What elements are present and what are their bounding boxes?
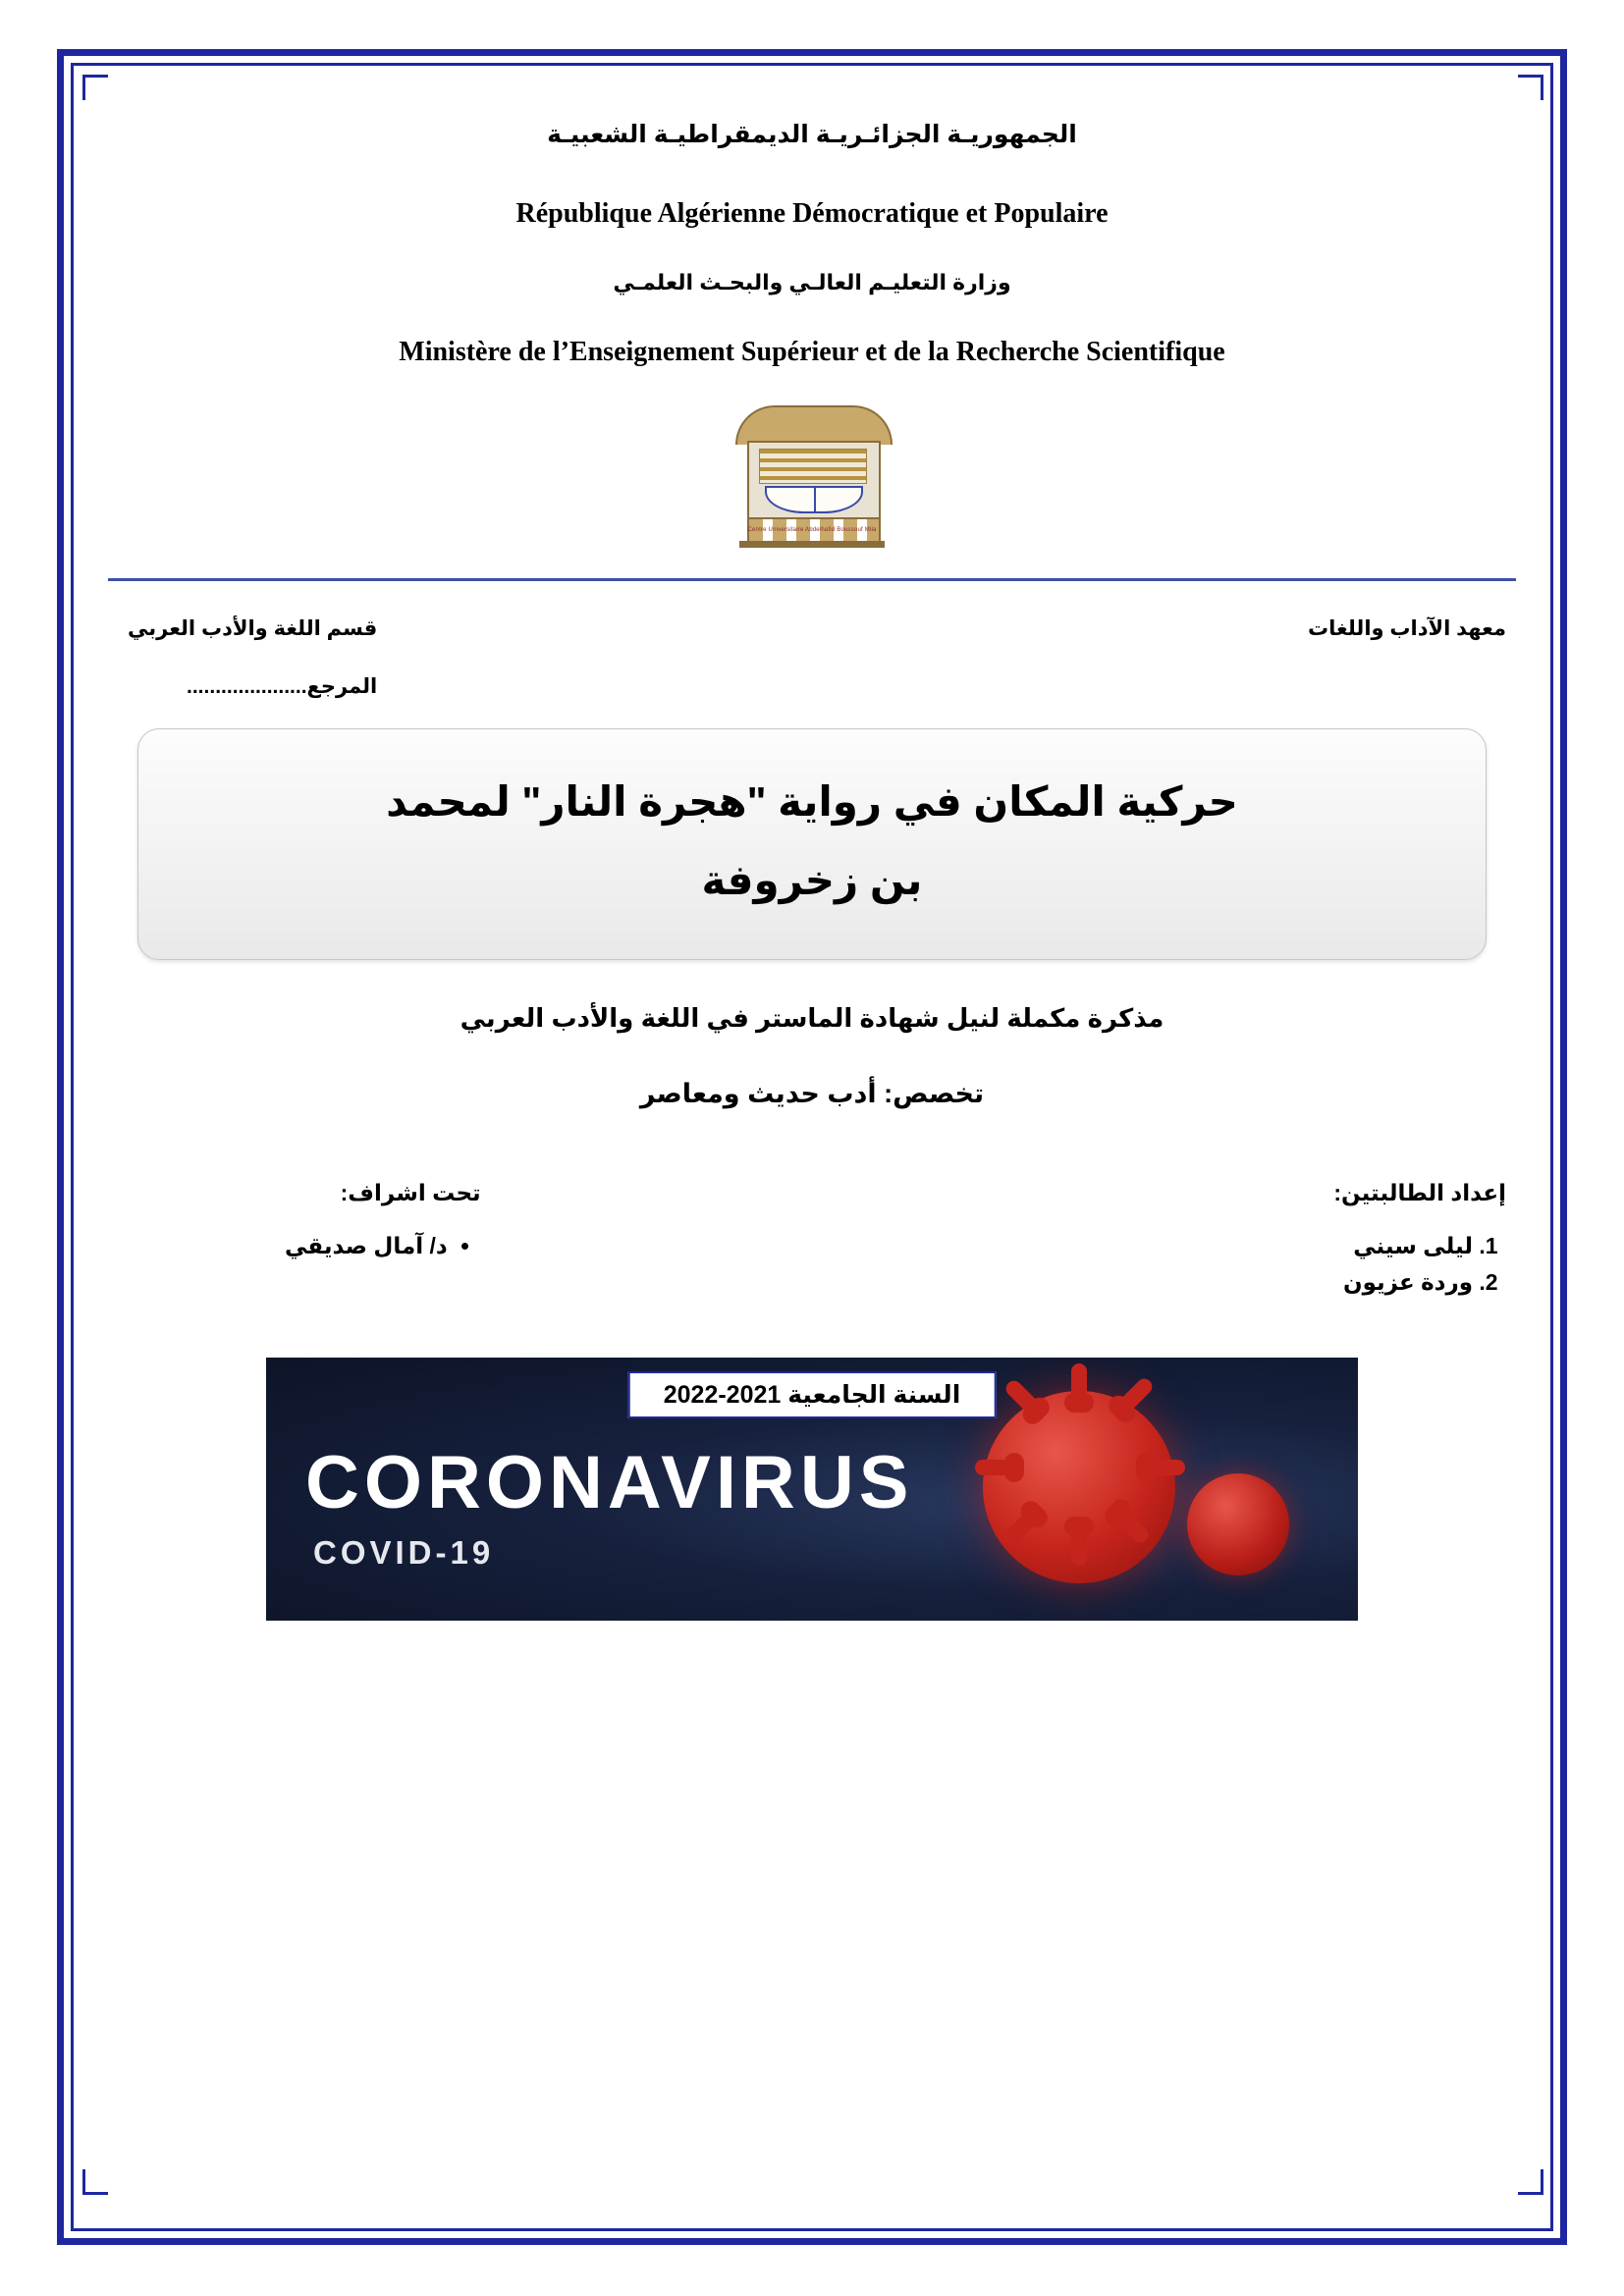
list-item: 2. وردة عزيون	[1333, 1264, 1473, 1301]
logo-base-shape	[739, 541, 885, 548]
thesis-title-box	[137, 728, 1487, 960]
logo-arch-shape	[735, 405, 893, 445]
header-ministry-french: Ministère de l’Enseignement Supérieur et de la Recherche Scientifique	[399, 336, 1225, 367]
virus-illustration-small	[1187, 1473, 1289, 1575]
supervisor-heading: تحت اشراف:	[340, 1179, 481, 1205]
supervisor-block	[108, 1180, 481, 1301]
corner-ornament-bottom-left	[82, 2169, 108, 2195]
affiliation-row	[108, 616, 1516, 699]
virus-spike-icon	[1071, 1526, 1087, 1566]
degree-statement: مذكرة مكملة لنيل شهادة الماستر في اللغة والأدب العربي	[460, 1002, 1164, 1033]
students-list	[1333, 1228, 1506, 1301]
virus-spike-icon	[1002, 1377, 1042, 1416]
virus-spike-icon	[1071, 1363, 1087, 1403]
header-country-arabic: الجمهوريـة الجزائـريـة الديمقراطيـة الشعبيـة	[547, 121, 1077, 148]
university-logo-graphic	[726, 403, 898, 557]
institute-label: معهد الآداب واللغات	[1308, 617, 1506, 641]
virus-spike-icon	[1116, 1375, 1156, 1415]
coronavirus-banner-image	[266, 1358, 1358, 1621]
logo-caption: Centre Universitaire Abdelhafid Boussouf Mila	[747, 527, 877, 534]
thesis-title-line-1: حركية المكان في رواية "هجرة النار" لمحمد	[386, 778, 1238, 826]
academic-year-badge: السنة الجامعية 2021-2022	[628, 1371, 997, 1418]
students-block	[1333, 1180, 1516, 1301]
banner-word-covid19: COVID-19	[313, 1533, 495, 1571]
speciality-statement: تخصص: أدب حديث ومعاصر	[639, 1078, 985, 1108]
list-item: 1. ليلى سيني	[1333, 1228, 1473, 1264]
header-country-french: République Algérienne Démocratique et Populaire	[515, 198, 1109, 229]
reference-label: المرجع.....................	[187, 675, 378, 699]
banner-word-coronavirus: CORONAVIRUS	[305, 1440, 914, 1524]
corner-ornament-top-right	[1518, 75, 1543, 100]
list-item: • د/ آمال صديقي	[285, 1228, 448, 1264]
university-logo	[108, 403, 1516, 557]
institute-block	[1308, 616, 1516, 641]
virus-spike-icon	[975, 1460, 1014, 1475]
virus-spike-icon	[1146, 1460, 1185, 1475]
document-content	[108, 118, 1516, 2179]
department-label: قسم اللغة والأدب العربي	[128, 617, 378, 641]
department-block	[108, 616, 377, 699]
thesis-title-line-2: بن زخروفة	[701, 857, 923, 904]
corner-ornament-top-left	[82, 75, 108, 100]
official-header	[108, 118, 1516, 370]
header-ministry-arabic: وزارة التعليـم العالـي والبحـث العلمـي	[613, 269, 1011, 294]
students-heading: إعداد الطالبتين:	[1333, 1179, 1506, 1205]
supervisor-list	[285, 1228, 481, 1264]
corner-ornament-bottom-right	[1518, 2169, 1543, 2195]
horizontal-divider	[108, 578, 1516, 581]
people-row	[108, 1180, 1516, 1301]
logo-building-stripes	[759, 449, 867, 484]
